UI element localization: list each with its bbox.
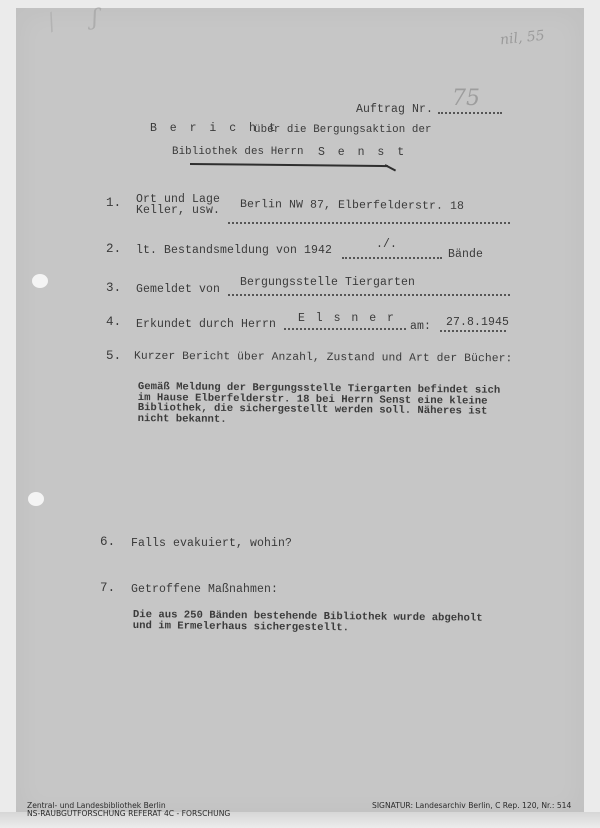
order-number-label: Auftrag Nr. [356, 103, 434, 116]
item-1-number: 1. [106, 196, 122, 210]
corner-handwritten-note: nil, 55 [499, 27, 546, 49]
punch-hole-top [32, 274, 48, 288]
item-3-value: Bergungsstelle Tiergarten [240, 276, 416, 289]
report-title-rest: über die Bergungsaktion der [254, 124, 432, 136]
item-4-value: E l s n e r [298, 312, 396, 325]
item-4-date-dots [440, 330, 506, 332]
footer-institution-line1: Zentral- und Landesbibliothek Berlin [27, 801, 166, 810]
report-title-word: B e r i c h t [150, 122, 279, 135]
item-3-number: 3. [106, 281, 122, 295]
item-3-dots [228, 294, 510, 296]
item-1-label-line2: Keller, usw. [136, 204, 221, 217]
pencil-scribble-mark: ʃ [92, 6, 98, 31]
item-7-number: 7. [100, 581, 116, 595]
pencil-scribble-mark: / [42, 9, 62, 36]
item-2-value: ./. [376, 238, 398, 251]
item-6-label: Falls evakuiert, wohin? [131, 537, 293, 550]
item-3-label: Gemeldet von [136, 283, 221, 296]
item-1-label-line1: Ort und Lage [136, 193, 221, 206]
order-number-dots [438, 112, 502, 114]
report-subtitle-name: S e n s t [318, 146, 408, 159]
item-7-label: Getroffene Maßnahmen: [131, 583, 279, 596]
report-subtitle-prefix: Bibliothek des Herrn [172, 146, 304, 158]
item-4-dots [284, 328, 406, 330]
item-1-dots [228, 222, 510, 224]
item-5-number: 5. [106, 349, 122, 363]
punch-hole-bottom [28, 492, 44, 506]
item-2-suffix: Bände [448, 248, 484, 261]
footer-institution-line2: NS-RAUBGUTFORSCHUNG REFERAT 4C - FORSCHUNG [27, 809, 231, 818]
item-5-body: Gemäß Meldung der Bergungsstelle Tiergarten befindet sich im Hause Elberfelderstr. 18 bei Herrn Senst eine kleine Bibliothek, die sichergestellt werden soll. Näheres ist nicht bekannt. [137, 381, 501, 426]
item-4-label: Erkundet durch Herrn [136, 318, 277, 331]
item-5-label: Kurzer Bericht über Anzahl, Zustand und Art der Bücher: [133, 350, 513, 366]
item-4-number: 4. [106, 315, 122, 329]
order-number-handwritten: 75 [452, 86, 480, 111]
item-2-dots [342, 257, 442, 259]
item-7-body: Die aus 250 Bänden bestehende Bibliothek wurde abgeholt und im Ermelerhaus sichergestellt. [132, 609, 483, 634]
item-6-number: 6. [100, 535, 116, 549]
item-1-value: Berlin NW 87, Elberfelderstr. 18 [239, 198, 465, 213]
item-2-label: lt. Bestandsmeldung von 1942 [136, 244, 333, 257]
item-4-date-label: am: [410, 320, 432, 333]
item-4-date-value: 27.8.1945 [446, 316, 510, 329]
footer-signature: SIGNATUR: Landesarchiv Berlin, C Rep. 120, Nr.: 514 [372, 801, 572, 810]
item-2-number: 2. [106, 242, 122, 256]
